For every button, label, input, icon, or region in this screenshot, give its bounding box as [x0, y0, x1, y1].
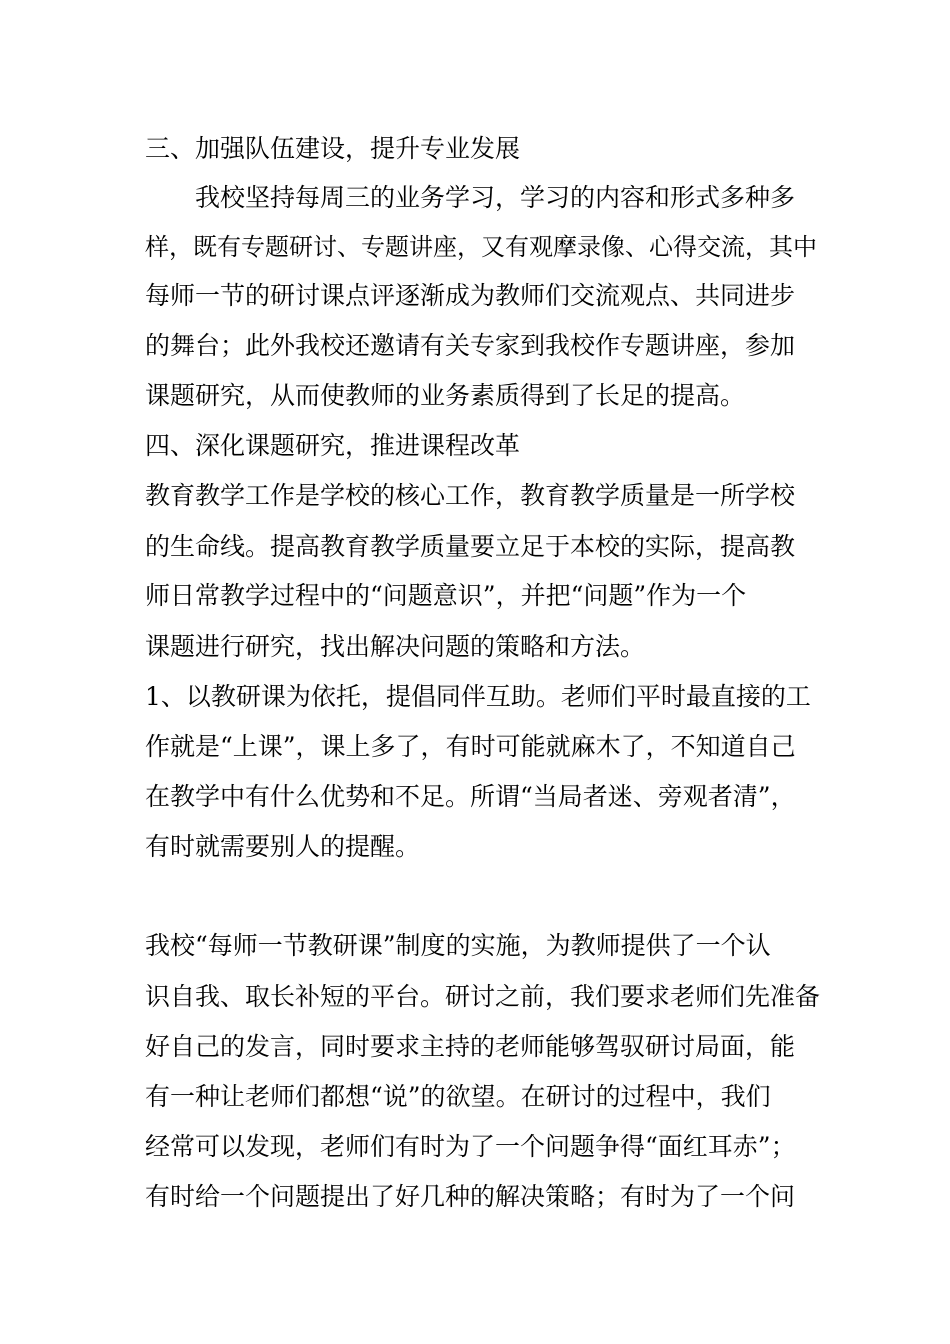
- paragraph-line: 样，既有专题研讨、专题讲座，又有观摩录像、心得交流，其中: [145, 233, 817, 261]
- paragraph-line: 经常可以发现，老师们有时为了一个问题争得“面红耳赤”；: [145, 1132, 796, 1161]
- paragraph-line: 每师一节的研讨课点评逐渐成为教师们交流观点、共同进步: [145, 281, 796, 310]
- paragraph-line: 师日常教学过程中的“问题意识”，并把“问题”作为一个: [145, 581, 747, 610]
- paragraph-line: 课题进行研究，找出解决问题的策略和方法。: [145, 632, 646, 661]
- paragraph-line: 课题研究，从而使教师的业务素质得到了长足的提高。: [145, 381, 746, 410]
- paragraph-line: 的生命线。提高教育教学质量要立足于本校的实际，提高教: [145, 532, 796, 561]
- paragraph-line: 识自我、取长补短的平台。研讨之前，我们要求老师们先准备: [145, 982, 821, 1011]
- paragraph-line: 我校坚持每周三的业务学习，学习的内容和形式多种多: [195, 183, 796, 212]
- paragraph-line: 我校“每师一节教研课”制度的实施，为教师提供了一个认: [145, 931, 771, 960]
- paragraph-line: 教育教学工作是学校的核心工作，教育教学质量是一所学校: [145, 481, 796, 510]
- section-heading-3: 三、加强队伍建设，提升专业发展: [145, 134, 521, 163]
- paragraph-line: 好自己的发言，同时要求主持的老师能够驾驭研讨局面，能: [145, 1032, 796, 1061]
- paragraph-line: 有时就需要别人的提醒。: [145, 832, 421, 861]
- section-heading-4: 四、深化课题研究，推进课程改革: [145, 431, 521, 460]
- paragraph-line: 作就是“上课”，课上多了，有时可能就麻木了，不知道自己: [145, 732, 796, 761]
- paragraph-line: 有时给一个问题提出了好几种的解决策略；有时为了一个问: [145, 1182, 796, 1211]
- paragraph-line: 有一种让老师们都想“说”的欲望。在研讨的过程中，我们: [145, 1082, 771, 1111]
- paragraph-line: 1、以教研课为依托，提倡同伴互助。老师们平时最直接的工: [145, 682, 811, 711]
- paragraph-line: 在教学中有什么优势和不足。所谓“当局者迷、旁观者清”，: [145, 782, 796, 811]
- paragraph-line: 的舞台；此外我校还邀请有关专家到我校作专题讲座，参加: [145, 331, 796, 360]
